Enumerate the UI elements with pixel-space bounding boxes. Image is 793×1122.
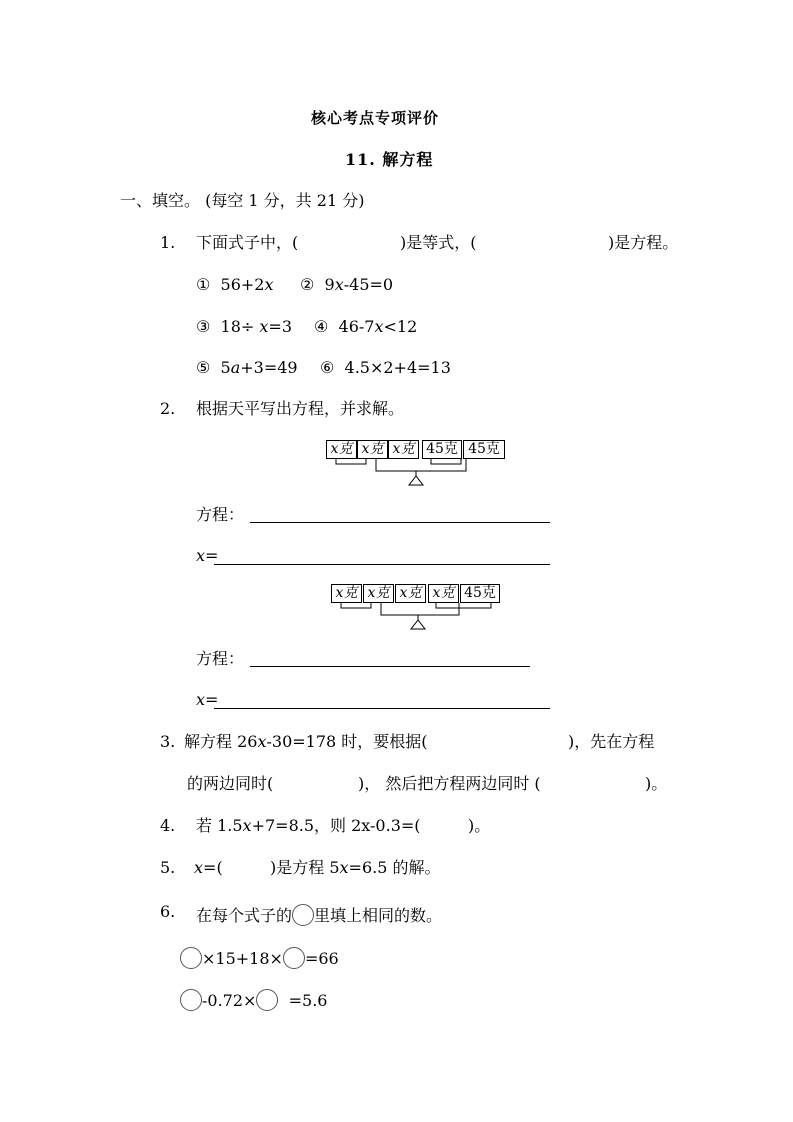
x-label-1: x= — [196, 546, 219, 565]
page-subtitle: 11. 解方程 — [345, 150, 434, 169]
q2-text: 根据天平写出方程，并求解。 — [196, 399, 405, 418]
x-label-2: x= — [196, 690, 219, 709]
equation-label-1: 方程： — [196, 505, 245, 524]
q4-number: 4. — [160, 816, 176, 835]
q3-line2-c: )。 — [645, 774, 668, 793]
weight-box: 45克 — [460, 584, 500, 603]
equation-answer-line-2[interactable] — [250, 666, 530, 667]
q6-expression-1: ×15+18× =66 — [180, 947, 339, 969]
blank-circle[interactable] — [283, 947, 305, 969]
q5-text-b: )是方程 5x=6.5 的解。 — [270, 858, 441, 877]
section-heading: 一、填空。 (每空 1 分，共 21 分) — [120, 191, 365, 210]
q6-text: 在每个式子的 里填上相同的数。 — [196, 906, 443, 925]
q3-number: 3. — [160, 732, 176, 751]
weight-box: x克 — [357, 440, 388, 459]
blank-circle[interactable] — [180, 989, 202, 1011]
q1-item-6: ⑥ 4.5×2+4=13 — [320, 358, 451, 377]
blank-circle[interactable] — [292, 904, 314, 926]
balance-figure-2 — [331, 584, 503, 630]
q3-line2-b: )， 然后把方程两边同时 ( — [358, 774, 541, 793]
q5-number: 5. — [160, 858, 176, 877]
q1-text-c: )是方程。 — [608, 233, 679, 252]
weight-box: x克 — [363, 584, 394, 603]
equation-answer-line-1[interactable] — [250, 522, 550, 523]
q4-text: 若 1.5x+7=8.5，则 2x-0.3=( — [196, 816, 421, 835]
q5-text-a: x=( — [194, 858, 223, 877]
weight-box: x克 — [331, 584, 362, 603]
q1-item-2: ② 9x-45=0 — [300, 275, 394, 294]
weight-box: x克 — [428, 584, 459, 603]
q1-item-4: ④ 46-7x<12 — [314, 317, 418, 336]
weight-box: x克 — [326, 440, 357, 459]
weight-box: 45克 — [422, 440, 462, 459]
page-title: 核心考点专项评价 — [311, 109, 440, 127]
q1-number: 1. — [160, 233, 176, 252]
balance-figure-1 — [326, 440, 508, 486]
x-answer-line-1[interactable] — [214, 564, 550, 565]
q4-text-end: )。 — [468, 816, 491, 835]
blank-circle[interactable] — [180, 947, 202, 969]
weight-box: 45克 — [463, 440, 505, 459]
q1-item-3: ③ 18÷ x=3 — [196, 317, 292, 336]
q1-item-5: ⑤ 5a+3=49 — [196, 358, 298, 377]
q3-line1-a: 解方程 26x-30=178 时，要根据( — [184, 732, 428, 751]
q1-item-1: ① 56+2x — [196, 275, 274, 294]
blank-circle[interactable] — [256, 989, 278, 1011]
q3-line2-a: 的两边同时( — [187, 774, 274, 793]
q6-number: 6. — [160, 902, 176, 921]
q3-line1-c: )，先在方程 — [568, 732, 655, 751]
q6-expression-2: -0.72× =5.6 — [180, 989, 327, 1011]
weight-box: x克 — [395, 584, 426, 603]
q1-text-a: 下面式子中，( — [196, 233, 299, 252]
weight-box: x克 — [388, 440, 419, 459]
x-answer-line-2[interactable] — [214, 708, 550, 709]
q1-text-b: )是等式，( — [400, 233, 477, 252]
equation-label-2: 方程： — [196, 649, 245, 668]
q2-number: 2. — [160, 399, 176, 418]
